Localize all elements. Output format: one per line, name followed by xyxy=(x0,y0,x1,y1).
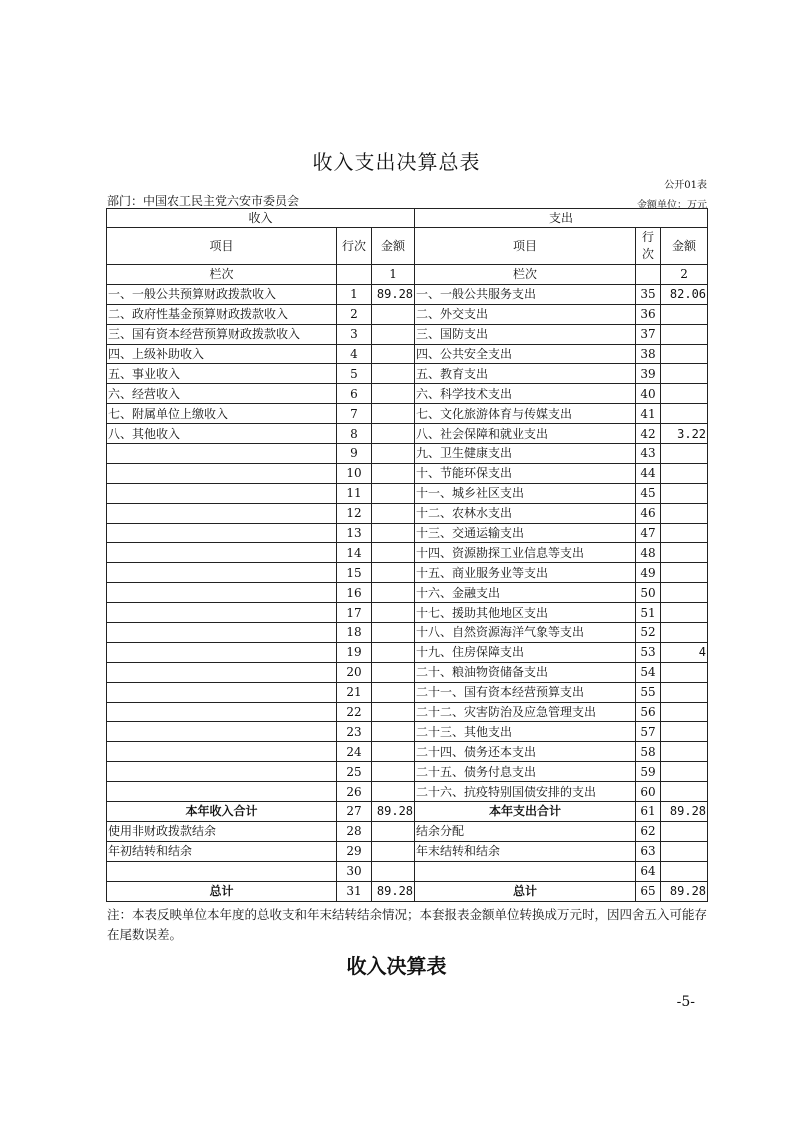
income-item: 三、国有资本经营预算财政拨款收入 xyxy=(107,324,337,344)
expense-amount xyxy=(661,444,708,464)
expense-item: 结余分配 xyxy=(415,821,636,841)
income-line-no: 9 xyxy=(337,444,372,464)
table-row xyxy=(107,841,708,861)
income-item xyxy=(107,662,337,682)
expense-line-no: 37 xyxy=(636,324,661,344)
income-amount xyxy=(372,722,415,742)
expense-amount xyxy=(661,583,708,603)
income-amount xyxy=(372,662,415,682)
expense-amount xyxy=(661,503,708,523)
income-item: 六、经营收入 xyxy=(107,384,337,404)
page-title: 收入支出决算总表 xyxy=(312,150,481,174)
expense-item: 十六、金融支出 xyxy=(415,583,636,603)
expense-amount xyxy=(661,404,708,424)
income-amount xyxy=(372,702,415,722)
expense-amount xyxy=(661,841,708,861)
expense-amount-header: 金额 xyxy=(661,228,708,265)
table-row xyxy=(107,304,708,324)
expense-line-no: 63 xyxy=(636,841,661,861)
income-amount: 89.28 xyxy=(372,284,415,304)
expense-line-no: 62 xyxy=(636,821,661,841)
expense-amount: 89.28 xyxy=(661,881,708,901)
income-item-header: 项目 xyxy=(107,228,337,265)
expense-item: 二十三、其他支出 xyxy=(415,722,636,742)
table-row xyxy=(107,503,708,523)
expense-amount xyxy=(661,364,708,384)
expense-amount xyxy=(661,821,708,841)
income-line-header: 行次 xyxy=(337,228,372,265)
expense-item: 一、一般公共服务支出 xyxy=(415,284,636,304)
expense-line-no: 55 xyxy=(636,682,661,702)
expense-item: 十五、商业服务业等支出 xyxy=(415,563,636,583)
table-row xyxy=(107,782,708,802)
expense-line-no: 46 xyxy=(636,503,661,523)
income-line-no: 2 xyxy=(337,304,372,324)
table-row xyxy=(107,662,708,682)
expense-column-index-label: 栏次 xyxy=(415,265,636,285)
expense-amount xyxy=(661,722,708,742)
table-row xyxy=(107,722,708,742)
expense-amount: 82.06 xyxy=(661,284,708,304)
expense-amount xyxy=(661,344,708,364)
expense-amount xyxy=(661,623,708,643)
income-item xyxy=(107,444,337,464)
income-amount: 89.28 xyxy=(372,802,415,822)
expense-line-no: 44 xyxy=(636,463,661,483)
income-amount xyxy=(372,821,415,841)
income-amount xyxy=(372,642,415,662)
expense-item: 十九、住房保障支出 xyxy=(415,642,636,662)
income-item xyxy=(107,722,337,742)
table-row xyxy=(107,463,708,483)
income-item: 八、其他收入 xyxy=(107,424,337,444)
expense-item: 二十一、国有资本经营预算支出 xyxy=(415,682,636,702)
table-row xyxy=(107,623,708,643)
income-item: 年初结转和结余 xyxy=(107,841,337,861)
income-amount xyxy=(372,861,415,881)
income-amount xyxy=(372,503,415,523)
expense-line-no: 47 xyxy=(636,523,661,543)
table-row xyxy=(107,642,708,662)
income-line-no: 21 xyxy=(337,682,372,702)
total-row xyxy=(107,881,708,901)
expense-item: 七、文化旅游体育与传媒支出 xyxy=(415,404,636,424)
expense-line-no: 50 xyxy=(636,583,661,603)
expense-amount: 89.28 xyxy=(661,802,708,822)
subtotal-row xyxy=(107,802,708,822)
income-item: 一、一般公共预算财政拨款收入 xyxy=(107,284,337,304)
expense-column-index: 2 xyxy=(661,265,708,285)
income-line-no: 1 xyxy=(337,284,372,304)
income-column-index: 1 xyxy=(372,265,415,285)
income-line-no: 25 xyxy=(337,762,372,782)
expense-amount xyxy=(661,762,708,782)
expense-line-no: 41 xyxy=(636,404,661,424)
expense-amount xyxy=(661,463,708,483)
table-row xyxy=(107,444,708,464)
income-amount xyxy=(372,682,415,702)
income-amount xyxy=(372,742,415,762)
table-row xyxy=(107,543,708,563)
expense-item: 十、节能环保支出 xyxy=(415,463,636,483)
income-amount xyxy=(372,523,415,543)
income-item xyxy=(107,483,337,503)
income-item xyxy=(107,463,337,483)
expense-amount xyxy=(661,603,708,623)
column-index-row xyxy=(107,265,708,285)
income-item xyxy=(107,702,337,722)
expense-line-no: 40 xyxy=(636,384,661,404)
table-row xyxy=(107,404,708,424)
expense-line-no: 65 xyxy=(636,881,661,901)
income-item: 七、附属单位上缴收入 xyxy=(107,404,337,424)
income-line-no: 8 xyxy=(337,424,372,444)
expense-line-no: 43 xyxy=(636,444,661,464)
expense-amount xyxy=(661,543,708,563)
income-item: 总计 xyxy=(107,881,337,901)
income-line-no: 15 xyxy=(337,563,372,583)
expense-amount xyxy=(661,682,708,702)
income-item xyxy=(107,782,337,802)
expense-item: 二十、粮油物资储备支出 xyxy=(415,662,636,682)
expense-item: 六、科学技术支出 xyxy=(415,384,636,404)
expense-amount xyxy=(661,483,708,503)
income-item xyxy=(107,603,337,623)
income-line-no: 17 xyxy=(337,603,372,623)
income-item: 本年收入合计 xyxy=(107,802,337,822)
income-line-no: 30 xyxy=(337,861,372,881)
expense-item: 八、社会保障和就业支出 xyxy=(415,424,636,444)
table-row xyxy=(107,563,708,583)
table-row xyxy=(107,682,708,702)
income-amount xyxy=(372,841,415,861)
expense-line-no: 59 xyxy=(636,762,661,782)
table-row xyxy=(107,523,708,543)
table-row xyxy=(107,861,708,881)
expense-item: 年末结转和结余 xyxy=(415,841,636,861)
income-amount xyxy=(372,603,415,623)
income-column-index-label: 栏次 xyxy=(107,265,337,285)
expense-amount: 3.22 xyxy=(661,424,708,444)
income-line-no: 19 xyxy=(337,642,372,662)
next-table-title: 收入决算表 xyxy=(346,954,447,978)
expense-item xyxy=(415,861,636,881)
budget-summary-table xyxy=(106,208,708,902)
expense-item: 十八、自然资源海洋气象等支出 xyxy=(415,623,636,643)
expense-item: 十二、农林水支出 xyxy=(415,503,636,523)
income-amount xyxy=(372,344,415,364)
income-amount xyxy=(372,543,415,563)
expense-line-no: 39 xyxy=(636,364,661,384)
income-line-no: 13 xyxy=(337,523,372,543)
income-item xyxy=(107,583,337,603)
expense-item: 三、国防支出 xyxy=(415,324,636,344)
expense-item: 二十五、债务付息支出 xyxy=(415,762,636,782)
expense-amount xyxy=(661,782,708,802)
income-line-no: 5 xyxy=(337,364,372,384)
income-item: 五、事业收入 xyxy=(107,364,337,384)
income-line-no: 26 xyxy=(337,782,372,802)
expense-amount xyxy=(661,662,708,682)
income-line-no: 4 xyxy=(337,344,372,364)
expense-amount xyxy=(661,563,708,583)
income-item xyxy=(107,563,337,583)
expense-item: 本年支出合计 xyxy=(415,802,636,822)
department-label: 部门：中国农工民主党六安市委员会 xyxy=(107,194,300,208)
expense-item: 十一、城乡社区支出 xyxy=(415,483,636,503)
income-line-no: 16 xyxy=(337,583,372,603)
table-row xyxy=(107,762,708,782)
income-line-no: 11 xyxy=(337,483,372,503)
expense-item: 十三、交通运输支出 xyxy=(415,523,636,543)
income-line-no: 18 xyxy=(337,623,372,643)
income-item xyxy=(107,742,337,762)
income-line-no: 24 xyxy=(337,742,372,762)
income-item: 二、政府性基金预算财政拨款收入 xyxy=(107,304,337,324)
income-amount: 89.28 xyxy=(372,881,415,901)
income-section-header: 收入 xyxy=(107,209,415,228)
income-amount xyxy=(372,583,415,603)
income-line-no: 6 xyxy=(337,384,372,404)
table-row xyxy=(107,702,708,722)
expense-item: 五、教育支出 xyxy=(415,364,636,384)
expense-line-no: 56 xyxy=(636,702,661,722)
expense-line-no: 64 xyxy=(636,861,661,881)
expense-line-no: 38 xyxy=(636,344,661,364)
table-note: 注：本表反映单位本年度的总收支和年末结转结余情况；本套报表金额单位转换成万元时，因四舍五入可能存在尾数误差。 xyxy=(107,907,708,942)
expense-amount: 4 xyxy=(661,642,708,662)
table-row xyxy=(107,324,708,344)
income-item: 四、上级补助收入 xyxy=(107,344,337,364)
income-item xyxy=(107,861,337,881)
income-item xyxy=(107,642,337,662)
expense-item: 四、公共安全支出 xyxy=(415,344,636,364)
expense-line-no: 61 xyxy=(636,802,661,822)
expense-line-no: 49 xyxy=(636,563,661,583)
table-row xyxy=(107,742,708,762)
income-amount xyxy=(372,384,415,404)
income-line-no: 28 xyxy=(337,821,372,841)
expense-section-header: 支出 xyxy=(415,209,708,228)
expense-item: 二十四、债务还本支出 xyxy=(415,742,636,762)
expense-item: 二十二、灾害防治及应急管理支出 xyxy=(415,702,636,722)
table-row xyxy=(107,583,708,603)
amount-unit: 金额单位：万元 xyxy=(637,200,707,211)
expense-item: 二十六、抗疫特别国债安排的支出 xyxy=(415,782,636,802)
expense-item: 九、卫生健康支出 xyxy=(415,444,636,464)
table-row xyxy=(107,384,708,404)
page-number: -5- xyxy=(676,994,695,1010)
income-line-no: 12 xyxy=(337,503,372,523)
table-row xyxy=(107,344,708,364)
income-amount xyxy=(372,623,415,643)
expense-line-no: 48 xyxy=(636,543,661,563)
income-item xyxy=(107,762,337,782)
expense-amount xyxy=(661,742,708,762)
expense-item: 总计 xyxy=(415,881,636,901)
section-header-row xyxy=(107,209,708,228)
table-row xyxy=(107,364,708,384)
expense-item: 二、外交支出 xyxy=(415,304,636,324)
income-line-no: 20 xyxy=(337,662,372,682)
income-item xyxy=(107,543,337,563)
expense-line-no: 54 xyxy=(636,662,661,682)
income-line-no: 14 xyxy=(337,543,372,563)
expense-amount xyxy=(661,384,708,404)
income-line-no: 23 xyxy=(337,722,372,742)
expense-line-no: 57 xyxy=(636,722,661,742)
income-amount xyxy=(372,324,415,344)
income-amount xyxy=(372,483,415,503)
expense-amount xyxy=(661,523,708,543)
income-amount xyxy=(372,304,415,324)
income-amount xyxy=(372,404,415,424)
expense-item: 十四、资源勘探工业信息等支出 xyxy=(415,543,636,563)
table-row xyxy=(107,483,708,503)
income-line-no: 27 xyxy=(337,802,372,822)
income-item xyxy=(107,623,337,643)
income-line-no: 22 xyxy=(337,702,372,722)
income-amount xyxy=(372,444,415,464)
income-item xyxy=(107,523,337,543)
expense-item: 十七、援助其他地区支出 xyxy=(415,603,636,623)
income-amount xyxy=(372,424,415,444)
income-line-no: 29 xyxy=(337,841,372,861)
expense-amount xyxy=(661,702,708,722)
income-line-no: 3 xyxy=(337,324,372,344)
income-amount-header: 金额 xyxy=(372,228,415,265)
table-row xyxy=(107,284,708,304)
table-row xyxy=(107,603,708,623)
expense-line-no: 58 xyxy=(636,742,661,762)
expense-line-no: 60 xyxy=(636,782,661,802)
income-line-no: 31 xyxy=(337,881,372,901)
expense-amount xyxy=(661,304,708,324)
income-amount xyxy=(372,782,415,802)
expense-line-header: 行 次 xyxy=(636,228,661,265)
expense-line-no: 35 xyxy=(636,284,661,304)
income-item xyxy=(107,682,337,702)
income-item xyxy=(107,503,337,523)
expense-item-header: 项目 xyxy=(415,228,636,265)
income-amount xyxy=(372,563,415,583)
income-line-no: 10 xyxy=(337,463,372,483)
expense-line-no: 51 xyxy=(636,603,661,623)
income-line-no: 7 xyxy=(337,404,372,424)
expense-line-no: 42 xyxy=(636,424,661,444)
expense-line-no: 45 xyxy=(636,483,661,503)
expense-line-no: 36 xyxy=(636,304,661,324)
column-header-row xyxy=(107,228,708,265)
income-amount xyxy=(372,762,415,782)
form-code: 公开01表 xyxy=(664,180,707,191)
income-amount xyxy=(372,364,415,384)
table-row xyxy=(107,821,708,841)
expense-line-no: 52 xyxy=(636,623,661,643)
table-row xyxy=(107,424,708,444)
income-item: 使用非财政拨款结余 xyxy=(107,821,337,841)
expense-line-no: 53 xyxy=(636,642,661,662)
expense-amount xyxy=(661,324,708,344)
expense-amount xyxy=(661,861,708,881)
income-amount xyxy=(372,463,415,483)
